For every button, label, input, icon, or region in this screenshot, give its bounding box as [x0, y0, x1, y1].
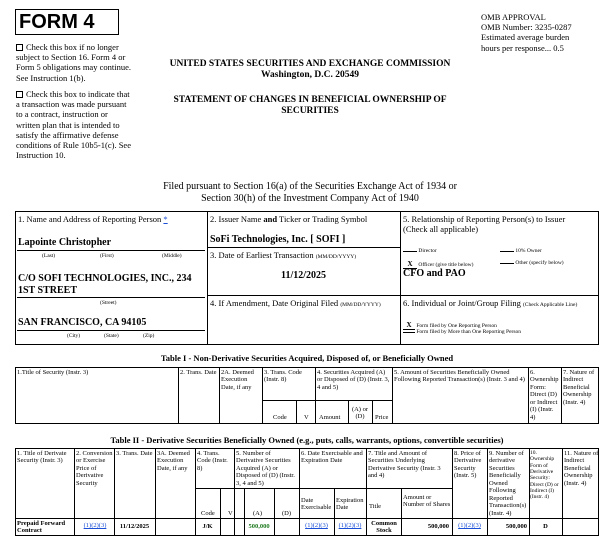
multiple-person-option[interactable]: Form filed by More than One Reporting Person [403, 329, 521, 335]
row-expiration-footnote[interactable]: (1)(2)(3) [338, 522, 362, 529]
t2-sub-code: Code [201, 510, 215, 517]
t1-sub-amount: Amount [319, 414, 341, 421]
t2-col-title: 1. Title of Derivate Security (Instr. 3) [17, 450, 67, 465]
t1-col-amount-owned: 5. Amount of Securities Beneficially Owned Following Reported Transaction(s) (Instr. 3 and 4) [394, 369, 525, 384]
statement-line-2: SECURITIES [281, 106, 339, 116]
divider [195, 488, 452, 489]
row-price-footnote[interactable]: (1)(2)(3) [458, 522, 481, 529]
t1-sub-price: Price [375, 414, 389, 421]
box2-label: 2. Issuer Name and Ticker or Trading Symbol [210, 214, 368, 224]
city-state-zip: SAN FRANCISCO, CA 94105 [18, 317, 147, 328]
row-underlying-amount: 500,000 [427, 523, 449, 530]
label-last: (Last) [42, 253, 56, 259]
t2-sub-v: V [228, 510, 233, 517]
box3-label: 3. Date of Earliest Transaction (MM/DD/YYYY) [210, 250, 357, 260]
ten-percent-option[interactable]: 10% Owner [500, 248, 542, 254]
t2-sub-expiration: Expiration Date [336, 497, 364, 512]
filed-line-2: Section 30(h) of the Investment Company Act of 1940 [201, 193, 419, 204]
row-code: J/K [202, 523, 213, 530]
t1-col-nature: 7. Nature of Indirect Beneficial Ownership (Instr. 4) [563, 369, 595, 406]
filed-line-1: Filed pursuant to Section 16(a) of the Securities Exchange Act of 1934 or [163, 181, 457, 192]
divider [207, 247, 400, 248]
agency-line-1: UNITED STATES SECURITIES AND EXCHANGE COMMISSION [169, 59, 451, 69]
divider [528, 367, 529, 424]
checkbox-10b5-1[interactable]: Check this box to indicate that a transaction was made pursuant to a contract, instruction or written plan that is intended to satisfy the affirmative defense conditions of Rule 10b5-1(c). See Instruction 10. [16, 89, 131, 161]
t2-col-ownership-form: 10. Ownership Form of Derivative Security: Direct (D) or Indirect (I) (Instr. 4) [530, 450, 559, 501]
issuer-name: SoFi Technologies, Inc. [ SOFI ] [210, 234, 346, 245]
row-ownership-form: D [543, 523, 548, 530]
table2-title: Table II - Derivative Securities Beneficially Owned (e.g., puts, calls, warrants, options, convertible securities) [110, 435, 504, 445]
box6-label: 6. Individual or Joint/Group Filing (Check Applicable Line) [403, 298, 578, 308]
label-state: (State) [104, 333, 119, 339]
box4-label: 4. If Amendment, Date Original Filed (MM/DD/YYYY) [210, 298, 381, 308]
t2-col-price: 8. Price of Derivative Security (Instr. 5) [454, 450, 482, 480]
divider [207, 295, 599, 296]
form-title: FORM 4 [19, 11, 95, 33]
row-exercisable-footnote[interactable]: (1)(2)(3) [305, 522, 328, 529]
burden-line-2: hours per response... 0.5 [481, 42, 564, 53]
divider [155, 448, 156, 536]
divider [366, 448, 367, 536]
t2-col-number: 5. Number of Derivative Securities Acquired (A) or Disposed of (D) (Instr. 3, 4 and 5) [236, 450, 295, 487]
row-transaction-date: 11/12/2025 [119, 523, 150, 530]
box1-label: 1. Name and Address of Reporting Person * [18, 214, 168, 224]
reporting-person-name: Lapointe Christopher [18, 237, 112, 248]
agency-heading [140, 59, 480, 81]
t1-sub-a-or-d: (A) or (D) [351, 406, 369, 421]
row-amount-acquired: 500,000 [248, 523, 270, 530]
t1-col-deemed: 2A. Deemed Execution Date, if any [221, 369, 254, 391]
divider [74, 448, 75, 536]
row-security-title: Prepaid Forward Contract [17, 520, 66, 535]
divider [15, 518, 599, 519]
one-person-option[interactable]: X Form filed by One Reporting Person [403, 321, 497, 330]
t2-sub-title: Title [369, 503, 382, 510]
divider [315, 367, 316, 424]
divider [392, 367, 393, 424]
address-line-1: C/O SOFI TECHNOLOGIES, INC., 234 [18, 273, 192, 284]
divider [207, 211, 208, 345]
t2-col-exercisable: 6. Date Exercisable and Expiration Date [301, 450, 363, 465]
burden-line-1: Estimated average burden [481, 32, 570, 43]
officer-title: CFO and PAO [403, 268, 466, 279]
row-owned: 500,000 [505, 523, 527, 530]
t2-col-conversion: 2. Conversion or Exercise Price of Derivative Security [76, 450, 113, 487]
underline [17, 330, 205, 331]
statement-line-1: STATEMENT OF CHANGES IN BENEFICIAL OWNERSHIP OF [173, 95, 447, 105]
row-underlying-title: Common Stock [371, 520, 397, 535]
t2-sub-a: (A) [253, 510, 263, 517]
t1-col-date: 2. Trans. Date [180, 369, 217, 376]
divider [274, 488, 275, 536]
t2-col-date: 3. Trans. Date [116, 450, 153, 457]
omb-approval: OMB APPROVAL [481, 12, 546, 22]
omb-number: OMB Number: 3235-0287 [481, 22, 572, 33]
divider [220, 488, 221, 536]
t2-col-nature: 11. Nature of Indirect Beneficial Ownership (Instr. 4) [564, 450, 599, 487]
t1-col-code: 3. Trans. Code (Instr. 8) [264, 369, 302, 384]
underline [17, 250, 205, 251]
agency-line-2: Washington, D.C. 20549 [261, 70, 359, 80]
t2-col-deemed: 3A. Deemed Execution Date, if any [157, 450, 190, 472]
t1-col-acquired: 4. Securities Acquired (A) or Disposed of (D) (Instr. 3, 4 and 5) [317, 369, 390, 391]
t2-sub-d: (D) [282, 510, 292, 517]
director-option[interactable]: Director [403, 248, 437, 254]
t1-col-ownership-form: 6. Ownership Form: Direct (D) or Indirect (I) (Instr. 4) [530, 369, 559, 421]
table1-title: Table I - Non-Derivative Securities Acquired, Disposed of, or Beneficially Owned [160, 353, 454, 363]
label-middle: (Middle) [162, 253, 182, 259]
divider [400, 211, 401, 345]
checkbox-icon[interactable] [16, 44, 23, 51]
t1-col-title: 1.Title of Security (Instr. 3) [17, 369, 89, 376]
t1-sub-code: Code [273, 414, 287, 421]
t2-col-owned: 9. Number of derivative Securities Beneficially Owned Following Reported Transaction(s) (Instr. 4) [489, 450, 527, 517]
earliest-transaction-date: 11/12/2025 [281, 270, 327, 281]
address-line-2: 1ST STREET [18, 285, 78, 296]
underline [17, 297, 205, 298]
other-option[interactable]: Other (specify below) [500, 260, 564, 266]
t2-col-underlying: 7. Title and Amount of Securities Underlying Derivative Security (Instr. 3 and 4) [368, 450, 441, 480]
divider [178, 367, 179, 424]
filed-pursuant [120, 181, 500, 205]
label-street: (Street) [100, 300, 117, 306]
box5-label: 5. Relationship of Reporting Person(s) to Issuer (Check all applicable) [403, 214, 566, 235]
divider [561, 367, 562, 424]
officer-option[interactable]: X Officer (give title below) [403, 260, 473, 269]
statement-heading [140, 95, 480, 117]
label-city: (City) [67, 333, 81, 339]
checkbox-icon[interactable] [16, 91, 23, 98]
omb-block [481, 12, 599, 53]
divider [372, 400, 373, 424]
t2-col-code: 4. Trans. Code (Instr. 8) [197, 450, 228, 472]
label-first: (First) [100, 253, 114, 259]
t2-sub-amount: Amount or Number of Shares [403, 494, 451, 509]
divider [562, 448, 563, 536]
divider [296, 400, 297, 424]
divider [234, 448, 235, 536]
row-conversion-footnote[interactable]: (1)(2)(3) [83, 522, 107, 529]
checkbox-no-longer-subject[interactable]: Check this box if no longer subject to Section 16. Form 4 or Form 5 obligations may continue. See Instruction 1(b). [16, 42, 131, 83]
label-zip: (Zip) [143, 333, 155, 339]
divider [262, 367, 263, 424]
instruction-link[interactable]: * [163, 214, 168, 224]
t1-sub-v: V [304, 414, 309, 421]
t2-sub-exercisable: Date Exercisable [301, 497, 332, 512]
